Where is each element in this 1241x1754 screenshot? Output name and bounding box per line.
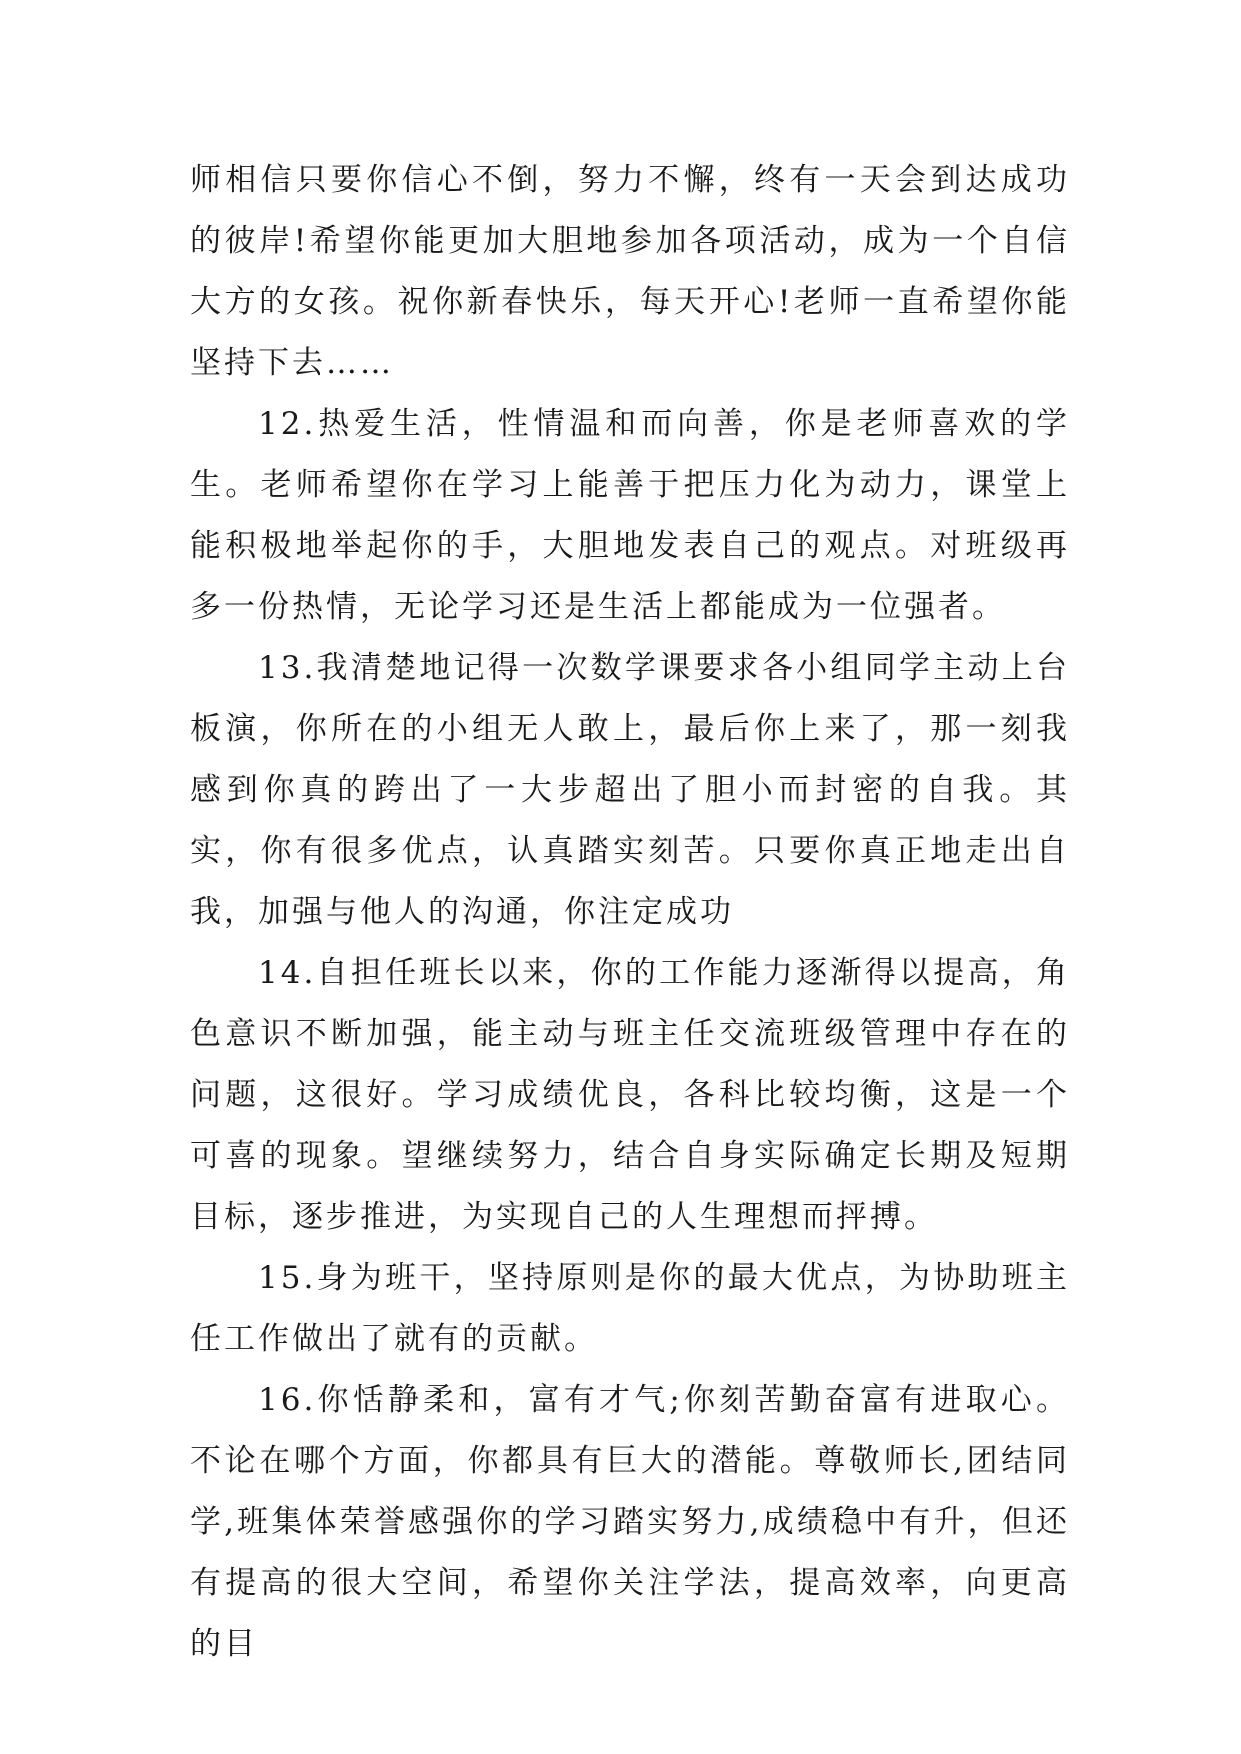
paragraph-item-13: 13.我清楚地记得一次数学课要求各小组同学主动上台板演，你所在的小组无人敢上，最后你上来了，那一刻我感到你真的跨出了一大步超出了胆小而封密的自我。其实，你有很多优点，认真踏实刻苦。只要你真正地走出自我，加强与他人的沟通，你注定成功 xyxy=(190,650,1070,930)
paragraph-item-12: 12.热爱生活，性情温和而向善，你是老师喜欢的学生。老师希望你在学习上能善于把压力化为动力，课堂上能积极地举起你的手，大胆地发表自己的观点。对班级再多一份热情，无论学习还是生活上都能成为一位强者。 xyxy=(190,406,1070,625)
paragraph-item-14: 14.自担任班长以来，你的工作能力逐渐得以提高，角色意识不断加强，能主动与班主任交流班级管理中存在的问题，这很好。学习成绩优良，各科比较均衡，这是一个可喜的现象。望继续努力，结合自身实际确定长期及短期目标，逐步推进，为实现自己的人生理想而抨搏。 xyxy=(190,955,1070,1235)
document-body xyxy=(190,150,1070,1675)
paragraph-continuation: 师相信只要你信心不倒，努力不懈，终有一天会到达成功的彼岸!希望你能更加大胆地参加各项活动，成为一个自信大方的女孩。祝你新春快乐，每天开心!老师一直希望你能坚持下去…… xyxy=(190,162,1070,381)
paragraph-item-15: 15.身为班干，坚持原则是你的最大优点，为协助班主任工作做出了就有的贡献。 xyxy=(190,1260,1070,1357)
paragraph-item-16: 16.你恬静柔和，富有才气;你刻苦勤奋富有进取心。不论在哪个方面，你都具有巨大的潜能。尊敬师长,团结同学,班集体荣誉感强你的学习踏实努力,成绩稳中有升，但还有提高的很大空间，希望你关注学法，提高效率，向更高的目 xyxy=(190,1382,1070,1662)
